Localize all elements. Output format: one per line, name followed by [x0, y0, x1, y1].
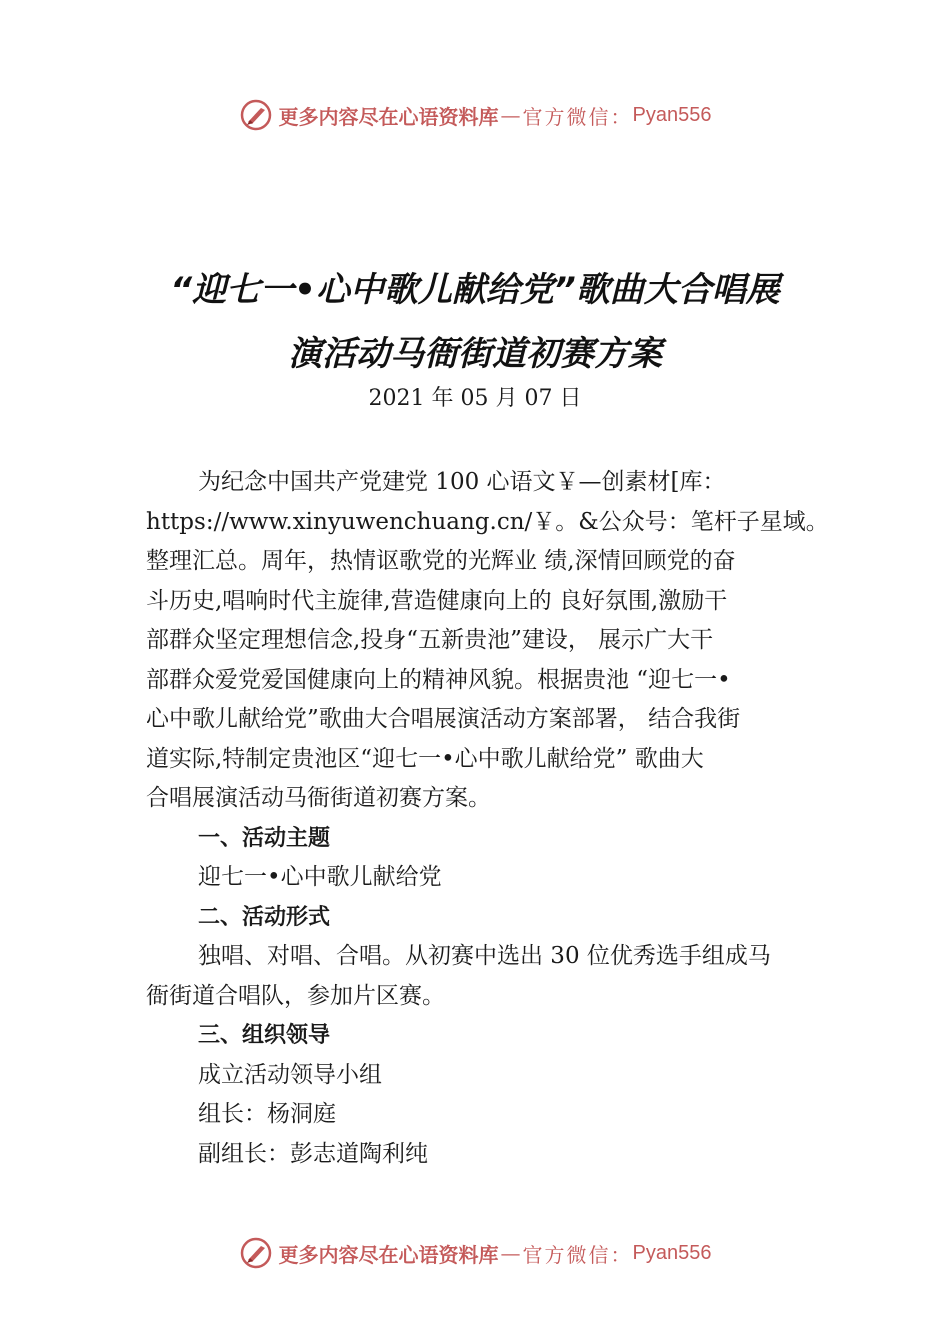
document-title-line-2: 演活动马衙街道初赛方案 [288, 334, 662, 374]
section-heading-theme: 一、活动主题 [198, 825, 331, 851]
header-watermark [0, 95, 950, 135]
intro-line: 道实际,特制定贵池区“迎七一•心中歌儿献给党” 歌曲大 [146, 745, 704, 772]
document-title-line-1: “迎七一•心中歌儿献给党”歌曲大合唱展 [170, 270, 780, 310]
intro-line: 部群众爱党爱国健康向上的精神风貌。根据贵池 “迎七一• [146, 666, 731, 693]
document-body [146, 463, 846, 1174]
watermark-main-text: 更多内容尽在心语资料库 [278, 104, 499, 129]
intro-line: 为纪念中国共产党建党 100 心语文￥—创素材[库： [198, 469, 726, 495]
watermark-label: 官方微信： [522, 104, 633, 129]
section-text: 成立活动领导小组 [198, 1061, 382, 1088]
watermark-label: 官方微信： [522, 1242, 633, 1267]
section-heading-format: 二、活动形式 [198, 904, 331, 930]
section-text: 副组长：彭志道陶利纯 [198, 1140, 428, 1167]
brush-logo-icon [239, 98, 273, 132]
document-date: 2021 年 05 月 07 日 [368, 386, 582, 411]
watermark-separator: — [500, 103, 521, 127]
section-text: 组长：杨洞庭 [198, 1101, 336, 1127]
intro-line: 部群众坚定理想信念,投身“五新贵池”建设， 展示广大干 [146, 627, 714, 653]
watermark-wechat-id: Pyan556 [632, 103, 712, 126]
section-text: 衙街道合唱队，参加片区赛。 [146, 982, 445, 1009]
watermark-wechat-id: Pyan556 [632, 1241, 712, 1264]
intro-line: 整理汇总。周年，热情讴歌党的光辉业 绩,深情回顾党的奋 [146, 548, 736, 574]
intro-line: 心中歌儿献给党”歌曲大合唱展演活动方案部署， 结合我街 [146, 706, 741, 732]
section-text: 独唱、对唱、合唱。从初赛中选出 30 位优秀选手组成马 [198, 943, 771, 969]
section-text: 迎七一•心中歌儿献给党 [198, 864, 442, 890]
intro-line: 合唱展演活动马衙街道初赛方案。 [146, 785, 491, 811]
brush-logo-icon [239, 1236, 273, 1270]
watermark-separator: — [500, 1241, 521, 1265]
intro-line: https://www.xinyuwenchuang.cn/￥。&公众号：笔杆子星域。 [146, 508, 829, 535]
footer-watermark [0, 1233, 950, 1273]
intro-line: 斗历史,唱响时代主旋律,营造健康向上的 良好氛围,激励干 [146, 587, 728, 614]
watermark-main-text: 更多内容尽在心语资料库 [278, 1242, 499, 1267]
section-heading-leadership: 三、组织领导 [198, 1023, 331, 1048]
